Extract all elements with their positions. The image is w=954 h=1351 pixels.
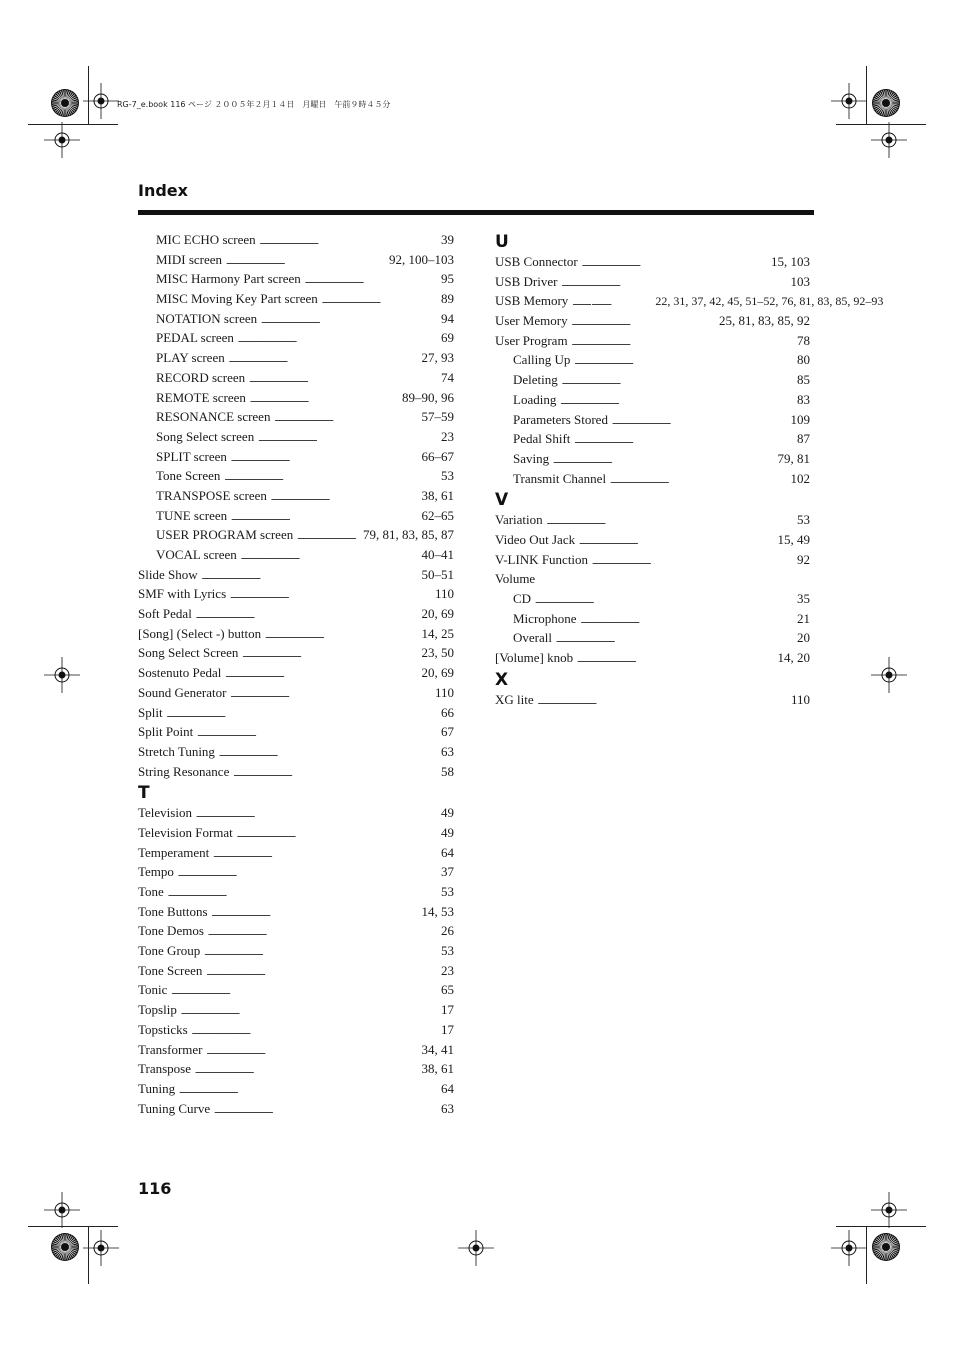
crop-line: [88, 1226, 89, 1284]
dot-leader: [556, 628, 795, 648]
page-number: 116: [138, 1179, 172, 1198]
dot-leader: [226, 250, 387, 270]
registration-sunburst-icon: [50, 88, 80, 118]
entry-pages: 69: [441, 330, 454, 346]
index-subentry: [495, 628, 810, 648]
dot-leader: [231, 506, 419, 526]
index-entry: [495, 291, 884, 311]
index-subentry: [495, 350, 810, 370]
entry-pages: 17: [441, 1021, 454, 1037]
entry-pages: 92, 100–103: [389, 251, 454, 267]
entry-term: Tempo: [138, 864, 174, 880]
entry-term: Tuning Curve: [138, 1100, 211, 1116]
dot-leader: [581, 609, 795, 629]
entry-term: REMOTE screen: [156, 389, 246, 405]
index-entry: [138, 624, 454, 644]
index-entry: [138, 604, 454, 624]
dot-leader: [167, 703, 439, 723]
crop-line: [28, 1226, 118, 1227]
entry-term: Television: [138, 805, 192, 821]
dot-leader: [322, 289, 439, 309]
dot-leader: [196, 604, 420, 624]
index-entry: [138, 980, 454, 1000]
index-entry: [495, 550, 810, 570]
entry-term: MIC ECHO screen: [156, 232, 256, 247]
registration-crosshair-icon: [871, 657, 907, 693]
entry-pages: 20: [797, 630, 810, 646]
dot-leader: [274, 407, 419, 427]
entry-pages: 79, 81: [777, 450, 810, 466]
index-entry: [495, 252, 810, 272]
dot-leader: [577, 648, 775, 668]
entry-pages: 15, 103: [771, 254, 810, 269]
dot-leader: [610, 469, 788, 489]
entry-term: Microphone: [513, 610, 577, 626]
dot-leader: [213, 843, 439, 863]
dot-leader: [208, 921, 439, 941]
index-entry: [495, 272, 810, 292]
dot-leader: [230, 584, 433, 604]
entry-term: USER PROGRAM screen: [156, 527, 294, 543]
entry-pages: 21: [797, 610, 810, 626]
dot-leader: [560, 390, 795, 410]
entry-pages: 53: [441, 943, 454, 959]
entry-term: V-LINK Function: [495, 551, 589, 567]
registration-crosshair-icon: [458, 1230, 494, 1266]
entry-pages: 92: [797, 551, 810, 567]
crop-line: [88, 66, 89, 124]
index-subentry: [495, 370, 810, 390]
index-subentry: [138, 368, 454, 388]
entry-term: Pedal Shift: [513, 431, 571, 447]
entry-term: Transpose: [138, 1061, 191, 1077]
dot-leader: [179, 1079, 439, 1099]
dot-leader: [178, 862, 439, 882]
index-subentry: [138, 427, 454, 447]
dot-leader: [271, 486, 420, 506]
entry-term: SPLIT screen: [156, 448, 227, 464]
entry-pages: 110: [434, 586, 454, 602]
index-subentry: [495, 390, 810, 410]
entry-term: Tuning: [138, 1080, 176, 1096]
entry-term: Sound Generator: [138, 684, 227, 700]
entry-term: MISC Moving Key Part screen: [156, 291, 318, 307]
entry-pages: 22, 31, 37, 42, 45, 51–52, 76, 81, 83, 85, 92–93: [655, 294, 884, 309]
index-letter-heading: V: [495, 490, 509, 511]
index-subentry: [138, 486, 454, 506]
dot-leader: [241, 545, 420, 565]
index-entry: [495, 569, 810, 589]
index-entry: [138, 843, 454, 863]
entry-pages: 25, 81, 83, 85, 92: [719, 313, 810, 329]
index-entry: [138, 703, 454, 723]
dot-leader: [535, 589, 795, 609]
entry-term: Sostenuto Pedal: [138, 665, 222, 681]
entry-term: Overall: [513, 630, 552, 646]
index-entry: [138, 1079, 454, 1099]
registration-crosshair-icon: [831, 83, 867, 119]
index-entry: [138, 803, 454, 823]
index-entry: [495, 690, 810, 710]
index-entry: [138, 762, 454, 782]
dot-leader: [233, 762, 439, 782]
entry-pages: 89: [441, 291, 454, 307]
entry-pages: 64: [441, 844, 454, 860]
entry-pages: 78: [797, 332, 810, 348]
index-letter-heading: U: [495, 232, 509, 252]
index-entry: [495, 648, 810, 668]
dot-leader: [238, 328, 439, 348]
entry-term: Volume: [495, 571, 536, 587]
entry-term: Split: [138, 704, 163, 720]
entry-pages: 49: [441, 824, 454, 840]
entry-term: Tone: [138, 884, 164, 899]
entry-term: Tone Screen: [138, 962, 203, 978]
entry-term: [Volume] knob: [495, 650, 574, 666]
entry-pages: 53: [797, 512, 810, 528]
index-subentry: [138, 289, 454, 309]
index-subentry: [495, 609, 810, 629]
dot-leader: [171, 980, 439, 1000]
index-entry: [138, 862, 454, 882]
dot-leader: [249, 368, 439, 388]
entry-term: PEDAL screen: [156, 330, 234, 346]
entry-term: PLAY screen: [156, 350, 225, 366]
entry-term: Tone Buttons: [138, 903, 208, 919]
entry-pages: 53: [441, 884, 454, 899]
entry-pages: 14, 20: [777, 650, 810, 666]
entry-term: NOTATION screen: [156, 310, 258, 326]
index-subentry: [138, 506, 454, 526]
entry-pages: 66: [441, 704, 454, 720]
crop-line: [866, 66, 867, 124]
entry-pages: 38, 61: [421, 1061, 454, 1077]
dot-leader: [196, 803, 439, 823]
index-subentry: [138, 309, 454, 329]
index-entry: [138, 823, 454, 843]
dot-leader: [547, 510, 795, 530]
entry-pages: 40–41: [421, 547, 454, 562]
dot-leader: [195, 1059, 420, 1079]
entry-term: Variation: [495, 512, 543, 528]
index-entry: [138, 683, 454, 703]
dot-leader: [592, 550, 795, 570]
index-entry: [138, 565, 454, 585]
entry-term: Tone Screen: [156, 468, 221, 484]
entry-pages: 14, 25: [421, 625, 454, 641]
entry-pages: 57–59: [421, 409, 454, 425]
entry-term: Temperament: [138, 844, 210, 860]
entry-term: Parameters Stored: [513, 411, 608, 427]
crop-line: [866, 1226, 867, 1284]
entry-pages: 63: [441, 743, 454, 759]
entry-pages: 38, 61: [421, 487, 454, 503]
dot-leader: [219, 742, 439, 762]
entry-term: TRANSPOSE screen: [156, 487, 267, 503]
entry-term: Tone Demos: [138, 923, 204, 939]
entry-pages: 62–65: [421, 507, 454, 523]
dot-leader: [206, 961, 439, 981]
entry-pages: 80: [797, 352, 810, 368]
dot-leader: [591, 293, 655, 310]
entry-term: Stretch Tuning: [138, 743, 215, 759]
index-subentry: [138, 466, 454, 486]
dot-leader: [202, 565, 420, 585]
dot-leader: [212, 902, 420, 922]
dot-leader: [579, 530, 775, 550]
entry-pages: 67: [441, 724, 454, 740]
dot-leader: [612, 410, 789, 430]
dot-leader: [237, 823, 439, 843]
index-entry: [138, 961, 454, 981]
dot-leader: [572, 291, 591, 308]
index-entry: [138, 584, 454, 604]
section-title: Index: [138, 181, 188, 200]
dot-leader: [168, 882, 439, 902]
index-entry: [138, 1000, 454, 1020]
dot-leader: [242, 643, 419, 663]
dot-leader: [207, 1040, 420, 1060]
entry-term: Song Select Screen: [138, 645, 239, 661]
index-column-right: [495, 230, 884, 709]
entry-pages: 103: [790, 273, 810, 289]
dot-leader: [181, 1000, 439, 1020]
index-entry: [138, 921, 454, 941]
index-entry: [138, 1099, 454, 1119]
entry-pages: 49: [441, 805, 454, 821]
entry-pages: 35: [797, 591, 810, 606]
entry-term: Loading: [513, 391, 557, 407]
index-subentry: [495, 589, 810, 609]
dot-leader: [261, 309, 439, 329]
index-entry: [495, 510, 810, 530]
dot-leader: [192, 1020, 439, 1040]
dot-leader: [574, 429, 795, 449]
entry-pages: 23: [441, 962, 454, 978]
registration-crosshair-icon: [44, 122, 80, 158]
crop-line: [836, 1226, 926, 1227]
entry-pages: 20, 69: [421, 665, 454, 681]
entry-pages: 95: [441, 271, 454, 287]
entry-term: Television Format: [138, 824, 233, 840]
entry-pages: 66–67: [421, 448, 454, 464]
index-subentry: [138, 230, 454, 250]
entry-term: USB Driver: [495, 273, 558, 289]
dot-leader: [258, 427, 439, 447]
entry-term: MISC Harmony Part screen: [156, 271, 301, 287]
entry-pages: 74: [441, 369, 454, 385]
entry-pages: 50–51: [421, 566, 454, 582]
crop-line: [28, 124, 118, 125]
index-subentry: [138, 348, 454, 368]
entry-term: Topslip: [138, 1002, 177, 1018]
entry-term: RESONANCE screen: [156, 409, 271, 425]
dot-leader: [297, 525, 361, 545]
dot-leader: [214, 1099, 439, 1119]
entry-term: Calling Up: [513, 352, 571, 368]
index-subentry: [138, 545, 454, 565]
entry-term: Soft Pedal: [138, 606, 192, 622]
dot-leader: [204, 941, 439, 961]
entry-term: Tonic: [138, 982, 168, 998]
entry-pages: 87: [797, 431, 810, 447]
entry-term: Deleting: [513, 372, 558, 388]
entry-term: User Memory: [495, 313, 568, 329]
dot-leader: [225, 663, 419, 683]
entry-term: TUNE screen: [156, 507, 228, 523]
entry-term: User Program: [495, 332, 568, 348]
dot-leader: [553, 449, 775, 469]
registration-sunburst-icon: [50, 1232, 80, 1262]
index-subentry: [138, 447, 454, 467]
dot-leader: [572, 331, 795, 351]
index-entry: [138, 1020, 454, 1040]
entry-pages: 65: [441, 982, 454, 998]
entry-pages: 26: [441, 923, 454, 939]
index-entry: [495, 331, 810, 351]
entry-term: USB Connector: [495, 254, 578, 269]
dot-leader: [582, 252, 769, 272]
entry-pages: 83: [797, 391, 810, 407]
index-entry: [138, 941, 454, 961]
entry-pages: 102: [790, 470, 810, 486]
entry-pages: 89–90, 96: [402, 389, 454, 405]
index-entry: [138, 902, 454, 922]
entry-term: Topsticks: [138, 1021, 188, 1037]
entry-term: RECORD screen: [156, 369, 246, 385]
entry-pages: 20, 69: [421, 606, 454, 622]
entry-pages: 17: [441, 1002, 454, 1018]
dot-leader: [197, 722, 439, 742]
index-subentry: [495, 410, 810, 430]
entry-term: Slide Show: [138, 566, 198, 582]
index-entry: [138, 643, 454, 663]
entry-pages: 85: [797, 372, 810, 388]
registration-sunburst-icon: [871, 88, 901, 118]
entry-pages: 110: [434, 684, 454, 700]
dot-leader: [230, 683, 433, 703]
entry-term: Transformer: [138, 1041, 203, 1057]
index-subentry: [138, 269, 454, 289]
entry-pages: 110: [790, 691, 810, 707]
index-entry: [495, 530, 810, 550]
dot-leader: [231, 447, 420, 467]
dot-leader: [224, 466, 439, 486]
entry-pages: 94: [441, 310, 454, 326]
entry-term: VOCAL screen: [156, 547, 237, 562]
entry-term: Tone Group: [138, 943, 201, 959]
registration-sunburst-icon: [871, 1232, 901, 1262]
header-meta: RG-7_e.book 116 ページ ２００５年２月１４日 月曜日 午前９時４５分: [117, 100, 391, 109]
index-letter-heading: T: [138, 783, 150, 804]
entry-pages: 15, 49: [777, 531, 810, 547]
index-entry: [138, 1040, 454, 1060]
dot-leader: [305, 269, 439, 289]
entry-pages: 37: [441, 864, 454, 880]
index-entry: [138, 663, 454, 683]
registration-crosshair-icon: [44, 1192, 80, 1228]
title-rule: [138, 210, 814, 215]
entry-term: Transmit Channel: [513, 470, 607, 486]
registration-crosshair-icon: [871, 122, 907, 158]
registration-crosshair-icon: [831, 1230, 867, 1266]
index-subentry: [495, 469, 810, 489]
entry-term: Song Select screen: [156, 428, 255, 444]
entry-term: [Song] (Select -) button: [138, 625, 262, 641]
index-subentry: [138, 407, 454, 427]
dot-leader: [561, 272, 788, 292]
entry-pages: 109: [790, 411, 810, 427]
index-letter-heading: X: [495, 669, 509, 690]
entry-pages: 58: [441, 763, 454, 779]
crop-line: [836, 124, 926, 125]
index-subentry: [138, 388, 454, 408]
entry-pages: 64: [441, 1080, 454, 1096]
index-entry: [138, 722, 454, 742]
entry-pages: 34, 41: [421, 1041, 454, 1057]
entry-pages: 79, 81, 83, 85, 87: [363, 527, 454, 543]
dot-leader: [265, 624, 419, 644]
entry-pages: 27, 93: [421, 350, 454, 366]
entry-pages: 23, 50: [421, 645, 454, 661]
entry-term: SMF with Lyrics: [138, 586, 227, 602]
index-subentry: [495, 449, 810, 469]
index-subentry: [495, 429, 810, 449]
index-column-left: [138, 230, 454, 1118]
index-subentry: [138, 328, 454, 348]
registration-crosshair-icon: [44, 657, 80, 693]
entry-pages: 53: [441, 468, 454, 484]
index-entry: [138, 742, 454, 762]
entry-pages: 23: [441, 428, 454, 444]
dot-leader: [229, 348, 420, 368]
index-subentry: [138, 525, 454, 545]
entry-term: Saving: [513, 450, 550, 466]
dot-leader: [562, 370, 795, 390]
dot-leader: [538, 690, 789, 710]
dot-leader: [250, 388, 400, 408]
entry-term: USB Memory: [495, 293, 569, 309]
entry-term: XG lite: [495, 691, 534, 707]
registration-crosshair-icon: [871, 1192, 907, 1228]
dot-leader: [260, 230, 439, 250]
entry-term: Split Point: [138, 724, 194, 740]
index-entry: [138, 882, 454, 902]
index-subentry: [138, 250, 454, 270]
index-entry: [495, 311, 810, 331]
dot-leader: [574, 350, 795, 370]
entry-term: MIDI screen: [156, 251, 223, 267]
dot-leader: [572, 311, 717, 331]
entry-pages: 14, 53: [421, 903, 454, 919]
entry-pages: 39: [441, 232, 454, 247]
entry-term: Video Out Jack: [495, 531, 576, 547]
entry-term: CD: [513, 591, 532, 606]
entry-term: String Resonance: [138, 763, 230, 779]
index-entry: [138, 1059, 454, 1079]
entry-pages: 63: [441, 1100, 454, 1116]
